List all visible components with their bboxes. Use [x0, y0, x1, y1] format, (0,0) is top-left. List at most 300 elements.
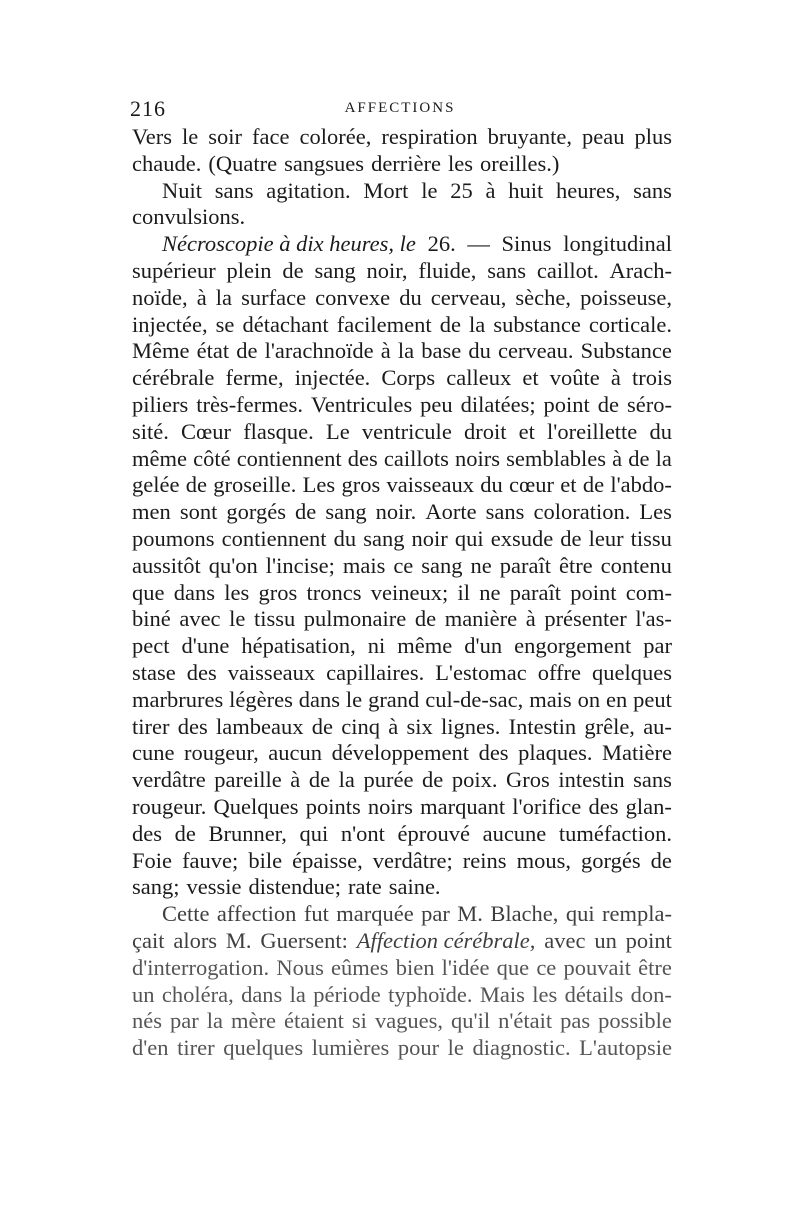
text-line — [132, 687, 672, 714]
word: marquant — [420, 793, 506, 819]
word: l'incise; — [265, 552, 335, 578]
word: pulmonaire — [303, 606, 407, 632]
word: vessie — [186, 874, 242, 900]
word: tuméfaction. — [558, 820, 672, 846]
word: avec — [179, 606, 221, 632]
word: en — [606, 686, 628, 712]
word: M. — [225, 927, 252, 953]
word: injectée. — [294, 365, 371, 391]
text-line — [132, 472, 672, 499]
word: paraît — [509, 579, 561, 605]
word: sangsues — [284, 150, 365, 176]
word: ventricule — [361, 418, 452, 444]
word: plaques. — [518, 740, 593, 766]
word: grand — [368, 686, 420, 712]
word: que — [496, 954, 530, 980]
word: du — [480, 472, 503, 498]
word: à — [196, 284, 207, 310]
word: de — [282, 257, 304, 283]
word: Affection cérébrale, — [356, 927, 536, 953]
word: Blache, — [490, 901, 559, 927]
word: Quelques — [213, 793, 299, 819]
word: un — [132, 981, 155, 1007]
word: qu'on — [208, 552, 258, 578]
word: M. — [457, 901, 483, 927]
text-line — [132, 392, 672, 419]
word: Nous — [276, 954, 324, 980]
word: éprouvé — [397, 820, 470, 846]
word: par — [170, 1008, 199, 1034]
word: l'oreillette — [547, 418, 638, 444]
word: gros — [341, 472, 381, 498]
word: Aorte — [425, 499, 477, 525]
text-line — [132, 124, 672, 151]
text-line — [132, 419, 672, 446]
word: L'estomac — [435, 659, 527, 685]
word: rempla- — [601, 901, 672, 927]
word: à — [290, 767, 301, 793]
word: des — [186, 659, 217, 685]
word: noir. — [375, 499, 417, 525]
word: de — [650, 847, 672, 873]
word: de — [295, 499, 317, 525]
word: exsude — [490, 525, 554, 551]
word: verdâtre — [132, 767, 206, 793]
text-line — [132, 848, 672, 875]
word: n'était — [498, 1008, 553, 1034]
word: peau — [581, 124, 625, 149]
page-header — [130, 96, 670, 126]
word: étaient — [283, 1008, 344, 1034]
word: distendue; — [248, 874, 341, 900]
text-line — [132, 338, 672, 365]
word: dans — [241, 981, 283, 1007]
word: Foie — [132, 847, 173, 873]
word: purée — [363, 767, 414, 793]
word: la — [338, 767, 355, 793]
word: état — [196, 338, 230, 364]
word: dilatées; — [460, 391, 536, 417]
word: on — [577, 686, 601, 712]
word: à — [485, 177, 496, 203]
word: contiennent — [236, 445, 342, 471]
word: soir — [208, 124, 243, 149]
text-line — [132, 767, 672, 794]
word: si — [351, 1008, 367, 1034]
text-line — [132, 821, 672, 848]
word: tissu — [630, 525, 672, 551]
word: sans — [214, 177, 254, 203]
word: mais — [529, 686, 572, 712]
word: Substance — [580, 338, 672, 364]
word: cerveau. — [497, 338, 574, 364]
word: le — [447, 1035, 464, 1061]
word: la — [469, 311, 486, 337]
word: de — [185, 472, 207, 498]
word: sang — [325, 499, 367, 525]
word: face — [252, 124, 290, 149]
word: le — [345, 686, 363, 712]
word: Mort — [363, 177, 409, 203]
word: cérébrale — [132, 365, 215, 391]
word: sang — [363, 525, 405, 551]
word: Nuit — [162, 177, 203, 203]
word: ni — [367, 633, 386, 659]
word: d'en — [132, 1035, 169, 1061]
word: typhoïde. — [388, 981, 473, 1007]
word: aucune — [482, 820, 547, 846]
word: ne — [470, 552, 492, 578]
word: mère — [230, 1008, 276, 1034]
word: d'une — [181, 633, 230, 659]
word: noir — [411, 525, 448, 551]
word: qui — [565, 901, 595, 927]
word: à — [388, 713, 399, 739]
word: de — [439, 311, 461, 337]
text-line — [132, 660, 672, 687]
word: sans — [487, 257, 527, 283]
word: oreilles.) — [480, 150, 560, 176]
word: surface — [241, 284, 307, 310]
word: affection — [216, 901, 297, 927]
word: aussitôt — [132, 552, 201, 578]
word: avec — [544, 927, 586, 953]
word: glan- — [625, 793, 672, 819]
word: à — [380, 338, 391, 364]
word: de — [597, 391, 620, 417]
word: l'arachnoïde — [264, 338, 374, 364]
word: la — [397, 338, 415, 364]
word: cune — [132, 740, 175, 766]
word: côté — [193, 445, 231, 471]
word: pour — [397, 1035, 440, 1061]
word: semblables — [506, 445, 607, 471]
word: marquée — [336, 901, 414, 927]
word: d'interrogation. — [132, 954, 270, 980]
word: de — [422, 767, 444, 793]
word: de — [628, 445, 650, 471]
word: paraît — [499, 552, 551, 578]
word: saine. — [388, 874, 441, 900]
word: à — [525, 606, 536, 632]
word: convexe — [315, 284, 391, 310]
word: le — [182, 124, 199, 149]
text-line — [132, 231, 672, 258]
word: fauve; — [182, 847, 239, 873]
word: vaisseaux — [386, 472, 474, 498]
word: sont — [179, 499, 218, 525]
text-line — [132, 526, 672, 553]
word: sans — [633, 177, 672, 203]
word: détails — [564, 981, 624, 1007]
word: caillots — [383, 445, 449, 471]
word: cinq — [341, 713, 380, 739]
word: hépatisation, — [241, 633, 356, 659]
text-line — [132, 982, 672, 1009]
word: contiennent — [221, 525, 327, 551]
word: de — [308, 767, 331, 793]
word: veineux; — [370, 579, 449, 605]
word: pareille — [214, 767, 282, 793]
word: cerveau, — [430, 284, 507, 310]
word: sité. — [132, 418, 169, 444]
word: être — [638, 954, 672, 980]
word: de — [560, 525, 582, 551]
word: des — [347, 445, 378, 471]
word: ce — [393, 552, 414, 578]
word: derrière — [371, 150, 442, 176]
word: tirer — [132, 713, 170, 739]
word: plus — [634, 124, 672, 149]
word: tissu — [253, 606, 296, 632]
word: noir, — [366, 257, 408, 283]
word: Vers — [132, 124, 172, 149]
word: même — [397, 633, 453, 659]
word: groseille. — [213, 472, 297, 498]
word: pas — [560, 1008, 591, 1034]
word: dans — [173, 579, 215, 605]
word: lambeaux — [215, 713, 304, 739]
word: point — [625, 927, 672, 953]
word: facilement — [336, 311, 432, 337]
word: noirs — [367, 793, 413, 819]
word: marbrures — [132, 686, 224, 712]
word: fut — [303, 901, 329, 927]
word: Brunner, — [208, 820, 287, 846]
word: 25 — [450, 177, 473, 203]
word: droit — [463, 418, 507, 444]
word: 26. — [427, 231, 456, 257]
word: rougeur. — [132, 793, 207, 819]
word: (Quatre — [208, 150, 278, 176]
text-line — [132, 714, 672, 741]
word: com- — [625, 579, 672, 605]
text-line — [132, 312, 672, 339]
word: bile — [248, 847, 283, 873]
word: offre — [537, 659, 581, 685]
word: la — [289, 981, 306, 1007]
word: choléra, — [161, 981, 234, 1007]
word: Les — [302, 472, 336, 498]
word: les — [224, 579, 250, 605]
word: il — [457, 579, 470, 605]
word: le — [421, 177, 438, 203]
word: de — [414, 606, 437, 632]
word: de — [174, 820, 196, 846]
word: par — [643, 633, 672, 659]
word: même — [132, 445, 187, 471]
word: vaisseaux — [227, 659, 316, 685]
word: engorgement — [514, 633, 632, 659]
word: diagnostic. — [472, 1035, 571, 1061]
word: contenu — [600, 552, 672, 578]
word: supérieur — [132, 257, 216, 283]
word: ferme, — [225, 365, 284, 391]
text-line — [132, 204, 672, 231]
word: ne — [479, 579, 501, 605]
word: le — [229, 606, 246, 632]
word: du — [399, 284, 422, 310]
text-line — [132, 1008, 672, 1035]
word: Cette — [162, 901, 210, 927]
text-line — [132, 499, 672, 526]
text-line — [132, 285, 672, 312]
word: reins — [462, 847, 507, 873]
word: noirs — [454, 445, 500, 471]
text-line — [132, 874, 672, 901]
word: être — [558, 552, 593, 578]
text-line — [132, 553, 672, 580]
word: corticale. — [588, 311, 672, 337]
word: et — [560, 472, 577, 498]
word: des — [588, 793, 619, 819]
word: cul-de-sac, — [425, 686, 524, 712]
word: L'autopsie — [579, 1035, 672, 1061]
word: poisseuse, — [580, 284, 672, 310]
word: l'orifice — [512, 793, 582, 819]
word: sang — [314, 257, 356, 283]
word: convulsions. — [132, 204, 246, 230]
body-text — [132, 124, 672, 1062]
word: Arach- — [609, 257, 672, 283]
word: l'idée — [441, 954, 490, 980]
word: du — [333, 525, 357, 551]
running-head: AFFECTIONS — [344, 100, 456, 116]
word: les — [448, 150, 474, 176]
word: chaude. — [132, 150, 202, 176]
word: leur — [588, 525, 624, 551]
word: agitation. — [266, 177, 351, 203]
word: plein — [226, 257, 272, 283]
word: la — [215, 284, 233, 310]
word: ce — [536, 954, 557, 980]
word: Ventricules — [310, 391, 413, 417]
word: Matière — [602, 740, 672, 766]
word: à — [612, 445, 623, 471]
word: des — [177, 713, 208, 739]
text-line — [132, 606, 672, 633]
word: Gros — [506, 767, 550, 793]
word: longitudinal — [563, 231, 672, 257]
word: gorgés — [226, 499, 286, 525]
word: épaisse, — [292, 847, 363, 873]
word: aucun — [268, 740, 323, 766]
word: lignes. — [440, 713, 501, 739]
word: Mais — [479, 981, 525, 1007]
word: par — [421, 901, 450, 927]
word: poix. — [451, 767, 498, 793]
text-line — [132, 151, 672, 178]
word: gorgés — [581, 847, 641, 873]
word: lumières — [311, 1035, 390, 1061]
word: dans — [298, 686, 340, 712]
text-line — [132, 740, 672, 767]
word: poumons — [132, 525, 215, 551]
text-line — [132, 901, 672, 928]
word: trois — [631, 365, 672, 391]
word: présenter — [544, 606, 627, 632]
word: période — [313, 981, 381, 1007]
word: voûte — [549, 365, 600, 391]
word: quelques — [223, 1035, 304, 1061]
word: colorée, — [299, 124, 372, 149]
word: Corps — [381, 365, 436, 391]
word: pect — [132, 633, 170, 659]
word: coloration. — [533, 499, 631, 525]
word: des — [132, 820, 162, 846]
word: huit — [508, 177, 544, 203]
word: — — [467, 231, 490, 257]
word: qui — [454, 525, 484, 551]
word: tirer — [177, 1035, 215, 1061]
word: détachant — [242, 311, 329, 337]
word: Intestin — [508, 713, 577, 739]
word: développement — [331, 740, 470, 766]
word: les — [532, 981, 558, 1007]
word: six — [406, 713, 433, 739]
word: peu — [420, 391, 453, 417]
word: quelques — [591, 659, 672, 685]
word: sans — [485, 499, 525, 525]
word: vagues, — [374, 1008, 444, 1034]
word: qu'il — [451, 1008, 491, 1034]
word: la — [206, 1008, 223, 1034]
word: Nécroscopie à dix heures, le — [162, 231, 416, 257]
word: capillaires. — [326, 659, 425, 685]
text-line — [132, 258, 672, 285]
word: mous, — [516, 847, 571, 873]
word: un — [594, 927, 617, 953]
word: gelée — [132, 472, 180, 498]
word: mais — [342, 552, 386, 578]
word: bruyante, — [487, 124, 572, 149]
word: de — [236, 338, 258, 364]
word: gros — [258, 579, 298, 605]
word: substance — [493, 311, 581, 337]
word: rate — [347, 874, 382, 900]
word: Le — [325, 418, 350, 444]
word: qui — [299, 820, 329, 846]
word: alors — [173, 927, 218, 953]
word: point — [570, 579, 617, 605]
word: grêle, — [584, 713, 635, 739]
word: piliers — [132, 391, 189, 417]
word: peut — [633, 686, 672, 712]
word: biné — [132, 606, 171, 632]
word: rougeur, — [184, 740, 259, 766]
word: l'abdo- — [610, 472, 672, 498]
word: Même — [132, 338, 190, 364]
word: çait — [132, 927, 165, 953]
word: Sinus — [501, 231, 552, 257]
word: des — [478, 740, 509, 766]
word: bien — [395, 954, 435, 980]
word: troncs — [306, 579, 362, 605]
word: sang; — [132, 874, 180, 900]
page-number: 216 — [130, 96, 166, 121]
word: verdâtre; — [372, 847, 453, 873]
word: sang — [421, 552, 463, 578]
text-line — [132, 446, 672, 473]
word: à — [610, 365, 621, 391]
word: au- — [643, 713, 672, 739]
text-line — [132, 365, 672, 392]
word: n'ont — [340, 820, 385, 846]
word: points — [305, 793, 361, 819]
word: noïde, — [132, 284, 188, 310]
word: séro- — [626, 391, 672, 417]
word: sans — [633, 767, 672, 793]
